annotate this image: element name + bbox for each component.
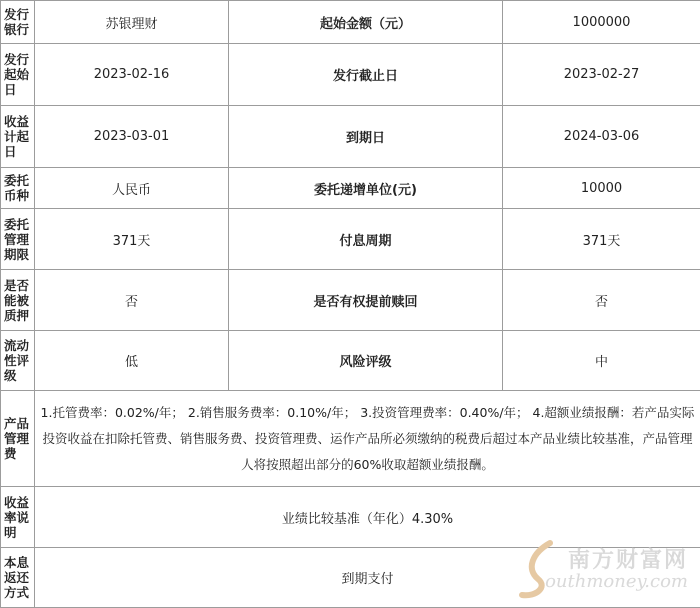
payment-text: 到期支付 — [35, 548, 700, 608]
issue-start-value: 2023-02-16 — [35, 44, 229, 106]
interest-period-value: 371天 — [503, 209, 700, 270]
row-label-yield-start: 收益计起日 — [1, 106, 35, 168]
table-row — [1, 1, 700, 44]
early-redeem-label: 是否有权提前赎回 — [229, 270, 503, 331]
table-row — [1, 44, 700, 106]
row-label-pledge: 是否能被质押 — [1, 270, 35, 331]
increment-value: 10000 — [503, 168, 700, 209]
table-row — [1, 106, 700, 168]
row-label-issuer: 发行银行 — [1, 1, 35, 44]
table-row — [1, 209, 700, 270]
table-row — [1, 548, 700, 608]
issue-end-value: 2023-02-27 — [503, 44, 700, 106]
increment-label: 委托递增单位(元) — [229, 168, 503, 209]
table-row — [1, 168, 700, 209]
table-row — [1, 270, 700, 331]
row-label-fees: 产品管理费 — [1, 391, 35, 487]
row-label-liquidity: 流动性评级 — [1, 331, 35, 391]
maturity-label: 到期日 — [229, 106, 503, 168]
row-label-yield-note: 收益率说明 — [1, 487, 35, 548]
row-label-issue-start: 发行起始日 — [1, 44, 35, 106]
pledge-value: 否 — [35, 270, 229, 331]
yield-start-value: 2023-03-01 — [35, 106, 229, 168]
liquidity-value: 低 — [35, 331, 229, 391]
issuer-value: 苏银理财 — [35, 1, 229, 44]
table-row — [1, 331, 700, 391]
fees-text: 1.托管费率：0.02%/年； 2.销售服务费率：0.10%/年； 3.投资管理费率：0.40%/年； 4.超额业绩报酬：若产品实际投资收益在扣除托管费、销售服务费、投资管理费、运作产品所必须缴纳的税费后超过本产品业绩比较基准，产品管理人将按照超出部分的60%收取超额业绩报酬。 — [35, 391, 700, 487]
issue-end-label: 发行截止日 — [229, 44, 503, 106]
row-label-term: 委托管理期限 — [1, 209, 35, 270]
risk-rating-label: 风险评级 — [229, 331, 503, 391]
row-label-currency: 委托币种 — [1, 168, 35, 209]
maturity-value: 2024-03-06 — [503, 106, 700, 168]
watermark-cn: 南方财富网 — [568, 543, 688, 574]
table-row — [1, 487, 700, 548]
min-amount-label: 起始金额（元） — [229, 1, 503, 44]
interest-period-label: 付息周期 — [229, 209, 503, 270]
early-redeem-value: 否 — [503, 270, 700, 331]
min-amount-value: 1000000 — [503, 1, 700, 44]
currency-value: 人民币 — [35, 168, 229, 209]
term-value: 371天 — [35, 209, 229, 270]
table-row — [1, 391, 700, 487]
row-label-payment: 本息返还方式 — [1, 548, 35, 608]
watermark-en: outhmoney.com — [545, 571, 688, 592]
risk-rating-value: 中 — [503, 331, 700, 391]
yield-note-text: 业绩比较基准（年化）4.30% — [35, 487, 700, 548]
